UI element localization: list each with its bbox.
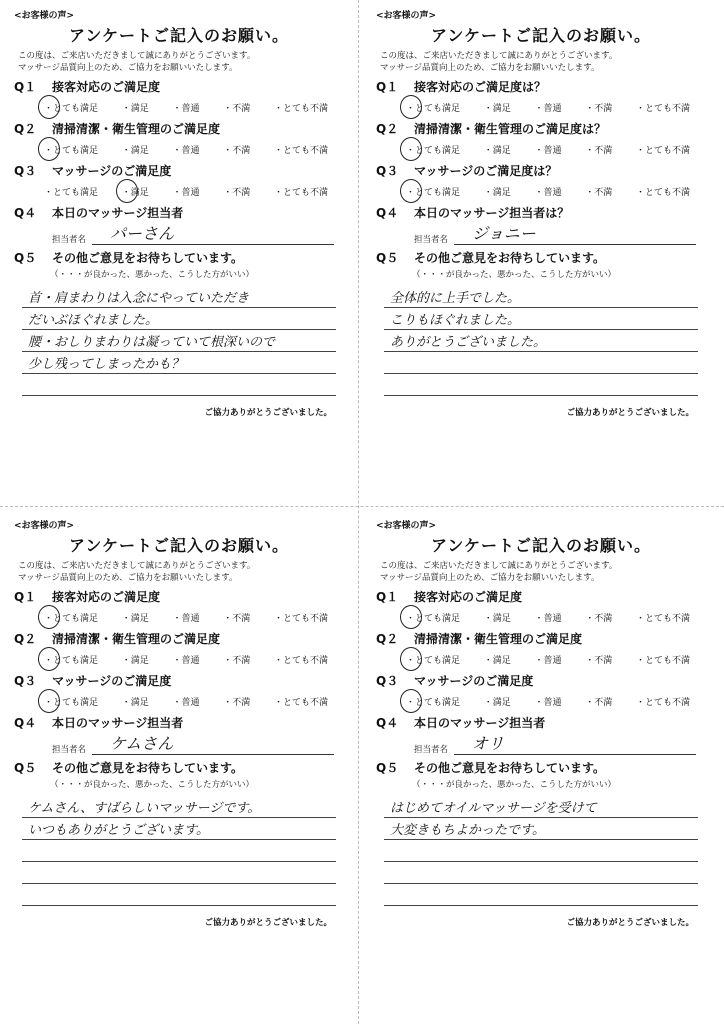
selection-circle <box>400 137 422 161</box>
question-2: Q２ 清掃清潔・衛生管理のご満足度 ・とても満足 ・満足 ・普通 ・不満 ・とても不満 <box>14 630 344 668</box>
comment-line <box>22 862 336 884</box>
option-dissatisfied[interactable]: ・不満 <box>585 146 613 156</box>
comment-hint: （・・・が良かった、悪かった、こうした方がいい） <box>412 780 617 790</box>
option-very-satisfied[interactable]: ・とても満足 <box>406 101 460 114</box>
rating-options <box>14 605 344 626</box>
survey-card-3 <box>6 514 352 1012</box>
selection-circle <box>400 179 422 203</box>
question-4: Q４ 本日のマッサージ担当者 担当者名 パーさん <box>14 204 344 245</box>
thanks-text: ご協力ありがとうございました。 <box>566 408 694 418</box>
option-dissatisfied[interactable]: ・不満 <box>585 104 613 114</box>
comment-line: 少し残ってしまったかも？ <box>22 352 336 374</box>
option-dissatisfied[interactable]: ・不満 <box>223 698 251 708</box>
option-very-dissatisfied[interactable]: ・とても不満 <box>635 656 690 666</box>
selection-circle <box>400 605 422 629</box>
option-very-satisfied[interactable]: ・とても満足 <box>406 653 460 666</box>
question-3: Q３ マッサージのご満足度 ・とても満足 ・満足 ・普通 ・不満 ・とても不満 <box>14 672 344 710</box>
question-1: Q１ 接客対応のご満足度 ・とても満足 ・満足 ・普通 ・不満 ・とても不満 <box>14 588 344 626</box>
comment-line: こりもほぐれました。 <box>384 308 698 330</box>
comment-area[interactable] <box>22 286 336 396</box>
option-neutral[interactable]: ・普通 <box>172 614 200 624</box>
option-very-satisfied[interactable]: ・とても満足 <box>406 185 460 198</box>
option-neutral[interactable]: ・普通 <box>534 614 562 624</box>
survey-card-1 <box>6 4 352 502</box>
option-neutral[interactable]: ・普通 <box>172 104 200 114</box>
horizontal-cut-line <box>0 506 724 507</box>
selection-circle <box>400 95 422 119</box>
rating-options <box>14 689 344 710</box>
option-very-satisfied[interactable]: ・とても満足 <box>44 188 99 198</box>
option-very-dissatisfied[interactable]: ・とても不満 <box>273 614 328 624</box>
comment-area[interactable] <box>384 796 698 906</box>
option-satisfied[interactable]: ・満足 <box>121 698 149 708</box>
comment-line: はじめてオイルマッサージを受けて <box>384 796 698 818</box>
staff-name-handwritten: ケムさん <box>110 734 174 753</box>
option-satisfied[interactable]: ・満足 <box>121 146 149 156</box>
selection-circle <box>38 605 60 629</box>
comment-line: ケムさん、すばらしいマッサージです。 <box>22 796 336 818</box>
option-very-dissatisfied[interactable]: ・とても不満 <box>635 698 690 708</box>
option-satisfied[interactable]: ・満足 <box>483 146 511 156</box>
option-neutral[interactable]: ・普通 <box>534 656 562 666</box>
staff-name-field[interactable]: 担当者名 ジョニー <box>376 221 706 245</box>
comment-line: いつもありがとうございます。 <box>22 818 336 840</box>
thanks-text: ご協力ありがとうございました。 <box>204 918 332 928</box>
vertical-cut-line <box>358 0 359 1024</box>
comment-line <box>22 840 336 862</box>
option-satisfied[interactable]: ・満足 <box>121 104 149 114</box>
survey-title: アンケートご記入のお願い。 <box>430 26 652 45</box>
option-dissatisfied[interactable]: ・不満 <box>585 614 613 624</box>
option-very-dissatisfied[interactable]: ・とても不満 <box>635 104 690 114</box>
comment-hint: （・・・が良かった、悪かった、こうした方がいい） <box>50 270 255 280</box>
option-very-dissatisfied[interactable]: ・とても不満 <box>635 188 690 198</box>
question-3: Q３ マッサージのご満足度は？ ・とても満足 ・満足 ・普通 ・不満 ・とても不満 <box>376 162 706 200</box>
question-4: Q４ 本日のマッサージ担当者 担当者名 オリ <box>376 714 706 755</box>
option-satisfied[interactable]: ・満足 <box>483 614 511 624</box>
option-neutral[interactable]: ・普通 <box>172 698 200 708</box>
option-very-satisfied[interactable]: ・とても満足 <box>44 653 98 666</box>
staff-name-field[interactable]: 担当者名 パーさん <box>14 221 344 245</box>
selection-circle <box>38 95 60 119</box>
voice-label: <お客様の声> <box>376 11 437 21</box>
option-neutral[interactable]: ・普通 <box>534 698 562 708</box>
option-very-satisfied[interactable]: ・とても満足 <box>44 611 98 624</box>
staff-name-handwritten: オリ <box>472 734 505 753</box>
question-2: Q２ 清掃清潔・衛生管理のご満足度 ・とても満足 ・満足 ・普通 ・不満 ・とても不満 <box>14 120 344 158</box>
voice-label: <お客様の声> <box>376 521 437 531</box>
option-satisfied[interactable]: ・満足 <box>121 656 149 666</box>
selection-circle <box>116 179 138 203</box>
comment-line <box>22 884 336 906</box>
option-very-dissatisfied[interactable]: ・とても不満 <box>273 698 328 708</box>
comment-line <box>384 374 698 396</box>
option-very-satisfied[interactable]: ・とても満足 <box>406 611 460 624</box>
comment-area[interactable] <box>22 796 336 906</box>
comment-line <box>384 862 698 884</box>
option-neutral[interactable]: ・普通 <box>534 146 562 156</box>
comment-line <box>22 374 336 396</box>
option-dissatisfied[interactable]: ・不満 <box>223 104 251 114</box>
survey-card-4 <box>368 514 714 1012</box>
survey-title: アンケートご記入のお願い。 <box>68 536 290 555</box>
option-dissatisfied[interactable]: ・不満 <box>223 614 251 624</box>
staff-name-field[interactable]: 担当者名 ケムさん <box>14 731 344 755</box>
thanks-text: ご協力ありがとうございました。 <box>204 408 332 418</box>
rating-options <box>376 689 706 710</box>
option-very-satisfied[interactable]: ・とても満足 <box>44 143 98 156</box>
option-satisfied[interactable]: ・満足 <box>483 698 511 708</box>
option-neutral[interactable]: ・普通 <box>534 104 562 114</box>
rating-options <box>376 95 706 116</box>
intro-text: この度は、ご来店いただきまして誠にありがとうございます。 マッサージ品質向上のため、ご協力をお願いいたします。 <box>18 561 256 583</box>
option-very-dissatisfied[interactable]: ・とても不満 <box>635 146 690 156</box>
question-5: Q５ その他ご意見をお待ちしています。 （・・・が良かった、悪かった、こうした方がいい） ケムさん、すばらしいマッサージです。 いつもありがとうございます。 <box>14 759 344 906</box>
question-5: Q５ その他ご意見をお待ちしています。 （・・・が良かった、悪かった、こうした方がいい） 全体的に上手でした。 こりもほぐれました。 ありがとうございました。 <box>376 249 706 396</box>
survey-card-2 <box>368 4 714 502</box>
option-satisfied[interactable]: ・満足 <box>483 656 511 666</box>
option-dissatisfied[interactable]: ・不満 <box>223 188 251 198</box>
option-very-satisfied[interactable]: ・とても満足 <box>406 695 460 708</box>
comment-line <box>384 840 698 862</box>
rating-options <box>376 179 706 200</box>
option-neutral[interactable]: ・普通 <box>172 146 200 156</box>
option-satisfied[interactable]: ・満足 <box>121 614 149 624</box>
comment-line: 大変きもちよかったです。 <box>384 818 698 840</box>
comment-line <box>384 884 698 906</box>
option-satisfied[interactable]: ・満足 <box>483 188 511 198</box>
comment-area[interactable] <box>384 286 698 396</box>
option-neutral[interactable]: ・普通 <box>172 188 200 198</box>
question-4: Q４ 本日のマッサージ担当者 担当者名 ケムさん <box>14 714 344 755</box>
option-dissatisfied[interactable]: ・不満 <box>585 698 613 708</box>
rating-options <box>376 647 706 668</box>
option-satisfied[interactable]: ・満足 <box>483 104 511 114</box>
selection-circle <box>400 689 422 713</box>
question-4: Q４ 本日のマッサージ担当者は？ 担当者名 ジョニー <box>376 204 706 245</box>
intro-text: この度は、ご来店いただきまして誠にありがとうございます。 マッサージ品質向上のため、ご協力をお願いいたします。 <box>380 51 618 73</box>
option-satisfied[interactable]: ・満足 <box>122 185 149 198</box>
option-dissatisfied[interactable]: ・不満 <box>585 188 613 198</box>
comment-hint: （・・・が良かった、悪かった、こうした方がいい） <box>412 270 617 280</box>
option-very-dissatisfied[interactable]: ・とても不満 <box>635 614 690 624</box>
selection-circle <box>38 689 60 713</box>
staff-name-field[interactable]: 担当者名 オリ <box>376 731 706 755</box>
rating-options <box>14 137 344 158</box>
rating-options <box>14 647 344 668</box>
comment-hint: （・・・が良かった、悪かった、こうした方がいい） <box>50 780 255 790</box>
option-very-satisfied[interactable]: ・とても満足 <box>406 143 460 156</box>
voice-label: <お客様の声> <box>14 11 75 21</box>
question-3: Q３ マッサージのご満足度 ・とても満足 ・満足 ・普通 ・不満 ・とても不満 <box>376 672 706 710</box>
option-neutral[interactable]: ・普通 <box>172 656 200 666</box>
selection-circle <box>38 137 60 161</box>
rating-options <box>376 605 706 626</box>
intro-text: この度は、ご来店いただきまして誠にありがとうございます。 マッサージ品質向上のため、ご協力をお願いいたします。 <box>380 561 618 583</box>
option-very-satisfied[interactable]: ・とても満足 <box>44 695 98 708</box>
rating-options <box>376 137 706 158</box>
question-1: Q１ 接客対応のご満足度 ・とても満足 ・満足 ・普通 ・不満 ・とても不満 <box>14 78 344 116</box>
rating-options <box>14 179 344 200</box>
option-dissatisfied[interactable]: ・不満 <box>223 656 251 666</box>
staff-name-handwritten: ジョニー <box>472 224 536 243</box>
option-very-dissatisfied[interactable]: ・とても不満 <box>273 656 328 666</box>
selection-circle <box>400 647 422 671</box>
option-dissatisfied[interactable]: ・不満 <box>585 656 613 666</box>
option-very-dissatisfied[interactable]: ・とても不満 <box>273 104 328 114</box>
option-very-dissatisfied[interactable]: ・とても不満 <box>273 188 328 198</box>
question-5: Q５ その他ご意見をお待ちしています。 （・・・が良かった、悪かった、こうした方がいい） 首・肩まわりは入念にやっていただき だいぶほぐれました。 腰・おしりまわりは凝っていて根深いので 少し残ってしまったかも？ <box>14 249 344 396</box>
option-neutral[interactable]: ・普通 <box>534 188 562 198</box>
option-dissatisfied[interactable]: ・不満 <box>223 146 251 156</box>
comment-line <box>384 352 698 374</box>
rating-options <box>14 95 344 116</box>
voice-label: <お客様の声> <box>14 521 75 531</box>
comment-line: 全体的に上手でした。 <box>384 286 698 308</box>
comment-line: 腰・おしりまわりは凝っていて根深いので <box>22 330 336 352</box>
survey-title: アンケートご記入のお願い。 <box>68 26 290 45</box>
thanks-text: ご協力ありがとうございました。 <box>566 918 694 928</box>
question-1: Q１ 接客対応のご満足度 ・とても満足 ・満足 ・普通 ・不満 ・とても不満 <box>376 588 706 626</box>
question-2: Q２ 清掃清潔・衛生管理のご満足度は？ ・とても満足 ・満足 ・普通 ・不満 ・とても不満 <box>376 120 706 158</box>
question-1: Q１ 接客対応のご満足度は？ ・とても満足 ・満足 ・普通 ・不満 ・とても不満 <box>376 78 706 116</box>
option-very-satisfied[interactable]: ・とても満足 <box>44 101 98 114</box>
comment-line: だいぶほぐれました。 <box>22 308 336 330</box>
survey-title: アンケートご記入のお願い。 <box>430 536 652 555</box>
comment-line: ありがとうございました。 <box>384 330 698 352</box>
staff-name-handwritten: パーさん <box>110 224 175 243</box>
intro-text: この度は、ご来店いただきまして誠にありがとうございます。 マッサージ品質向上のため、ご協力をお願いいたします。 <box>18 51 256 73</box>
question-5: Q５ その他ご意見をお待ちしています。 （・・・が良かった、悪かった、こうした方がいい） はじめてオイルマッサージを受けて 大変きもちよかったです。 <box>376 759 706 906</box>
question-3: Q３ マッサージのご満足度 ・とても満足 ・満足 ・普通 ・不満 ・とても不満 <box>14 162 344 200</box>
option-very-dissatisfied[interactable]: ・とても不満 <box>273 146 328 156</box>
selection-circle <box>38 647 60 671</box>
comment-line: 首・肩まわりは入念にやっていただき <box>22 286 336 308</box>
question-2: Q２ 清掃清潔・衛生管理のご満足度 ・とても満足 ・満足 ・普通 ・不満 ・とても不満 <box>376 630 706 668</box>
